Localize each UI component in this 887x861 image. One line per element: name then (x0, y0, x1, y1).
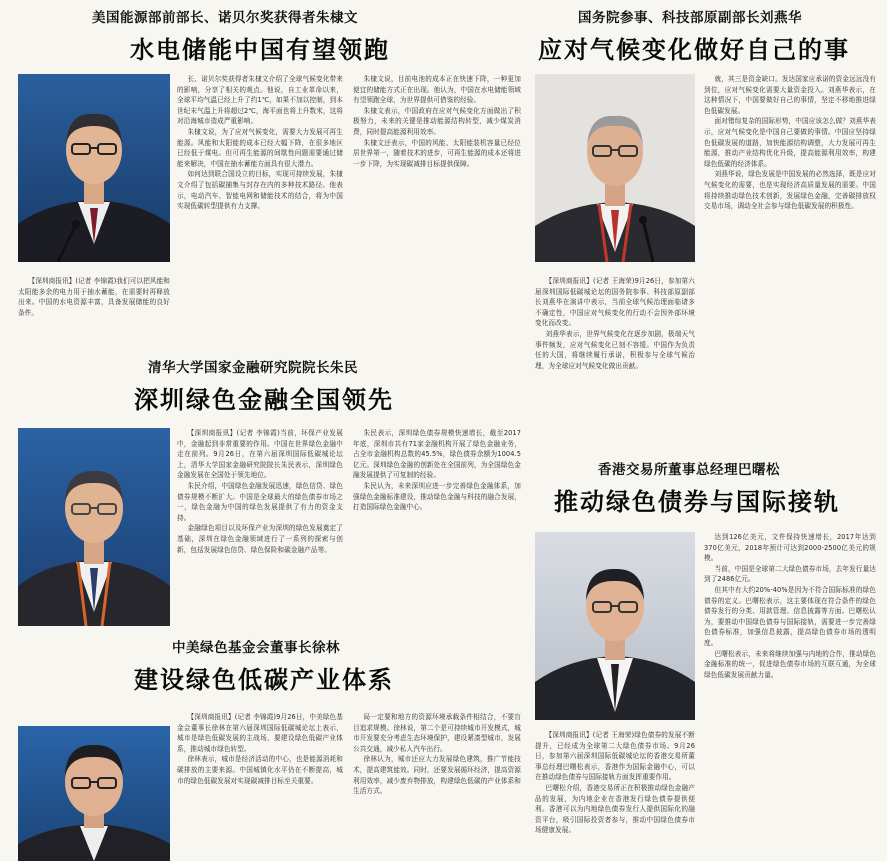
article-body-col1: 【深圳商报讯】(记者 李锦霞)我们可以把风能和太阳能多余的电力用于抽水蓄能，在需要时再释放出来。中国的水电资源丰富，具备发展储能的良好条件。 (18, 277, 170, 317)
article-body-col1: 【深圳商报讯】(记者 李锦霞)当前，环保产业发展中，金融起到非常重要的作用。中国在世界绿色金融中走在前列。9月26日，在第六届深圳国际低碳城论坛上，清华大学国家金融研究院院长朱民表示，深圳绿色金融发展在全国处于领先地位。 朱民介绍，中国绿色金融发展迅速，绿色信贷、绿色债券规模不断扩大。中国是全球最大的绿色债券市场之一，绿色金融为中国的绿色发展提供了有力的资金支持。 金融绿色项目以及环保产业为深圳的绿色发展奠定了基础，深圳在绿色金融领域进行了一系列的探索与创新，包括发展绿色信贷、绿色保险和碳金融产品等。 (177, 429, 343, 554)
article-body-col3: 朱棣文说，目前电池的成本正在快速下降，一种更加便宜的储能方式正在出现。他认为，中国在水电储能领域有望领跑全球，为世界提供可借鉴的经验。 朱棣文表示，中国政府在应对气候变化方面做出了积极努力，未来的关键是推动能源结构转型，减少煤炭消费，同时提高能源利用效率。 朱棣文还表示，中国的风能、太阳能装机容量已经位居世界第一，随着技术的进步，可再生能源的成本还将进一步下降，为实现碳减排目标提供保障。 (353, 75, 521, 168)
article-headline: 深圳绿色金融全国领先 (134, 386, 394, 414)
article-body-col2: 局一定要和地方的资源环境承载条件相结合，不要盲目追求规模。徐林说，第二个是可持续城市开发模式，城市开发要充分考虑生态环境保护，建设紧凑型城市，发展公共交通，减少私人汽车出行。 徐林认为，城市还应大力发展绿色建筑，推广节能技术，提高建筑能效。同时，还要发展循环经济，提高资源利用效率，减少废弃物排放，构建绿色低碳的产业体系和生活方式。 (353, 713, 521, 796)
portrait-illustration (535, 74, 695, 262)
article-xulin (0, 630, 540, 861)
article-kicker: 国务院参事、科技部原副部长刘燕华 (578, 10, 802, 26)
article-body-col2: 【深圳商报讯】(记者 王海荣)绿色债券的发展不断提升，已经成为全球第二大绿色债券市场。9月26日，参加第六届深圳国际低碳城论坛的香港交易所董事总经理巴曙松表示，香港作为国际金融中心，可以在推动绿色债券与国际接轨方面发挥重要作用。 巴曙松介绍，香港交易所正在积极推动绿色金融产品的发展，为内地企业在香港发行绿色债券提供便利。香港可以为内地绿色债券发行人提供国际化的融资平台，吸引国际投资者参与，推动中国绿色债券市场健康发展。 (535, 731, 695, 835)
portrait-illustration (18, 428, 170, 626)
article-chu (0, 0, 540, 355)
article-body-col1: 就，其三是资金缺口。发达国家应承诺的资金远远没有到位，应对气候变化需要大量资金投入。刘燕华表示，在这种情况下，中国要做好自己的事情，坚定不移地推进绿色低碳发展。 面对错综复杂的国际形势，中国应该怎么做？刘燕华表示，应对气候变化是中国自己要做的事情。中国应坚持绿色低碳发展的道路，加快能源结构调整，大力发展可再生能源，推动产业结构优化升级，提高能源利用效率，构建绿色低碳的经济体系。 刘燕华说，绿色发展是中国发展的必然选择，既是应对气候变化的需要，也是实现经济高质量发展的需要。中国将持续推动绿色技术创新，发展绿色金融，完善碳排放权交易市场，调动全社会参与绿色低碳发展的积极性。 (704, 75, 876, 211)
article-liu (530, 0, 887, 470)
article-body-col1: 【深圳商报讯】(记者 李锦霞)9月26日，中美绿色基金会董事长徐林在第六届深圳国际低碳城论坛上表示，城市是绿色低碳发展的主战场，要建设绿色低碳产业体系，推动城市绿色转型。 徐林表示，城市是经济活动的中心，也是能源消耗和碳排放的主要来源。中国城镇化水平仍在不断提高，城市的绿色低碳发展对实现碳减排目标至关重要。 (177, 713, 343, 785)
portrait-photo-bashusong (535, 532, 695, 720)
article-body-col2: 长、诺贝尔奖获得者朱棣文介绍了全球气候变化带来的影响，分享了相关的观点。他说，自工业革命以来，全球平均气温已经上升了约1℃，如果不加以控制，到本世纪末气温上升将超过2℃，海平面也将上升数米，这将对沿海城市造成严重影响。 朱棣文说，为了应对气候变化，需要大力发展可再生能源。风能和太阳能的成本已经大幅下降，在很多地区已经低于煤电。但可再生能源的间歇性问题需要通过储能来解决，中国在抽水蓄能方面具有很大潜力。 如何达到联合国设立的目标，实现可持续发展，朱棣文介绍了包括碳捕集与封存在内的多种技术路径。他表示，电动汽车、智能电网和储能技术的结合，将为中国实现低碳转型提供有力支撑。 (177, 75, 343, 211)
article-headline: 建设绿色低碳产业体系 (134, 666, 394, 694)
article-kicker: 清华大学国家金融研究院院长朱民 (148, 360, 358, 376)
article-body-col2: 朱民表示，深圳绿色债券规模快速增长，截至2017年底，深圳市共有71家金融机构开展了绿色金融业务，占全市金融机构总数的45.5%，绿色债券余额为1004.5亿元。深圳绿色金融的创新处在全国前列，为全国绿色金融发展提供了可复制的经验。 朱民认为，未来深圳应进一步完善绿色金融体系，加强绿色金融标准建设，推动绿色金融与科技的融合发展，打造国际绿色金融中心。 (353, 429, 521, 512)
article-zhumin (0, 350, 540, 635)
article-headline: 水电储能中国有望领跑 (130, 36, 390, 64)
portrait-photo-liu (535, 74, 695, 262)
article-bashusong (530, 448, 887, 861)
portrait-illustration (18, 74, 170, 262)
article-body-col1: 达到126亿美元，文件保持快速增长，2017年达到370亿美元，2018年预计可达到2000-2500亿美元的规模。 当前，中国是全球第二大绿色债券市场，去年发行量达到了2486亿元。 但其中有大约20%-40%是因为不符合国际标准的绿色债券的定义。巴曙松表示，这主要体现在符合条件的绿色债券发行的分类、用款管理、信息披露等方面。巴曙松认为，要推动中国绿色债券与国际接轨，需要进一步完善绿色债券标准，加强信息披露，提高绿色债券市场的透明度。 巴曙松表示，未来将继续加强与内地的合作，推动绿色金融标准的统一，促进绿色债券市场的互联互通，为全球绿色低碳发展贡献力量。 (704, 533, 876, 679)
portrait-photo-zhumin (18, 428, 170, 626)
article-body-col2: 【深圳商报讯】(记者 王海荣)9月26日，参加第六届深圳国际低碳城论坛的国务院参事、科技部原副部长刘燕华在演讲中表示，当前全球气候治理面临诸多不确定性，中国应对气候变化的行动不会因外部环境变化而改变。 刘燕华表示，世界气候变化在逐步加剧，极端天气事件频发，应对气候变化已刻不容缓。中国作为负责任的大国，将继续履行承诺，积极参与全球气候治理，为全球应对气候变化做出贡献。 (535, 277, 695, 370)
portrait-photo-chu (18, 74, 170, 262)
portrait-photo-xulin (18, 726, 170, 861)
article-headline: 推动绿色债券与国际接轨 (554, 488, 840, 516)
article-kicker: 香港交易所董事总经理巴曙松 (598, 462, 780, 478)
portrait-illustration (18, 726, 170, 861)
article-kicker: 美国能源部前部长、诺贝尔奖获得者朱棣文 (92, 10, 358, 26)
portrait-illustration (535, 532, 695, 720)
article-headline: 应对气候变化做好自己的事 (538, 36, 850, 64)
article-kicker: 中美绿色基金会董事长徐林 (172, 640, 340, 656)
